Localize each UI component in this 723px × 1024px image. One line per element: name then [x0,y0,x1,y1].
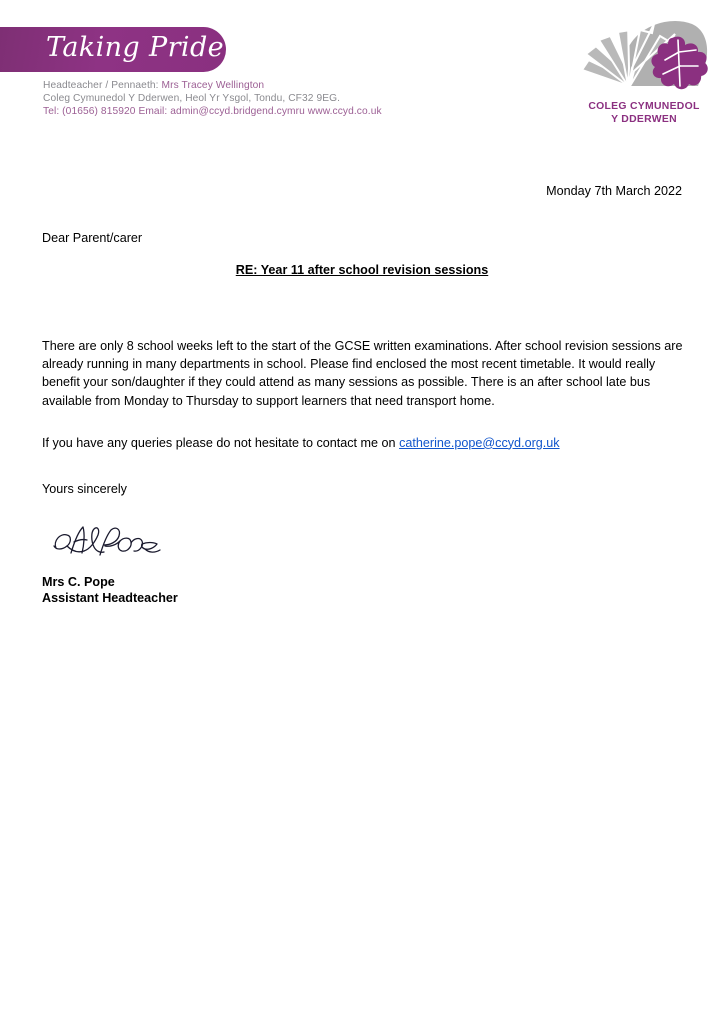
letter-date: Monday 7th March 2022 [546,184,682,198]
contact-line-tel-email-web: Tel: (01656) 815920 Email: admin@ccyd.bridgend.cymru www.ccyd.co.uk [43,106,382,118]
letter-subject-heading: RE: Year 11 after school revision sessions [235,263,489,277]
queries-text: If you have any queries please do not hesitate to contact me on [42,435,400,450]
letter-signoff [42,575,178,606]
taking-pride-banner [0,27,226,72]
letter-salutation: Dear Parent/carer [42,231,143,245]
school-contact-details [43,79,382,119]
taking-pride-slogan: Taking Pride [46,32,225,63]
contact-email-link[interactable]: catherine.pope@ccyd.org.uk [399,435,560,450]
headteacher-label: Headteacher / Pennaeth: [43,80,162,91]
letterhead [0,0,723,140]
logo-wordmark-line-1: COLEG CYMUNEDOL [588,101,700,112]
contact-line-headteacher [43,79,382,92]
letter-main-paragraph: There are only 8 school weeks left to the start of the GCSE written examinations. After school revision sessions are already running in many departments in school. Please find enclosed the most recent timetable. It would really benefit your son/daughter if they could attend as many sessions as possible. There is an after school late bus available from Monday to Thursday to support learners that need transport home. [42,338,683,408]
signer-name: Mrs C. Pope [42,575,115,589]
headteacher-name: Mrs Tracey Wellington [161,80,265,91]
school-logo [568,14,720,132]
logo-wordmark-line-2: Y DDERWEN [611,114,677,125]
fan-with-oak-leaf-crest-icon [568,14,720,96]
signer-title: Assistant Headteacher [42,590,178,605]
signature-image [50,515,165,567]
letter-closing: Yours sincerely [42,482,127,496]
logo-wordmark [568,100,720,126]
contact-line-address: Coleg Cymunedol Y Dderwen, Heol Yr Ysgol, Tondu, CF32 9EG. [43,93,341,105]
letter-queries-paragraph [42,434,685,452]
